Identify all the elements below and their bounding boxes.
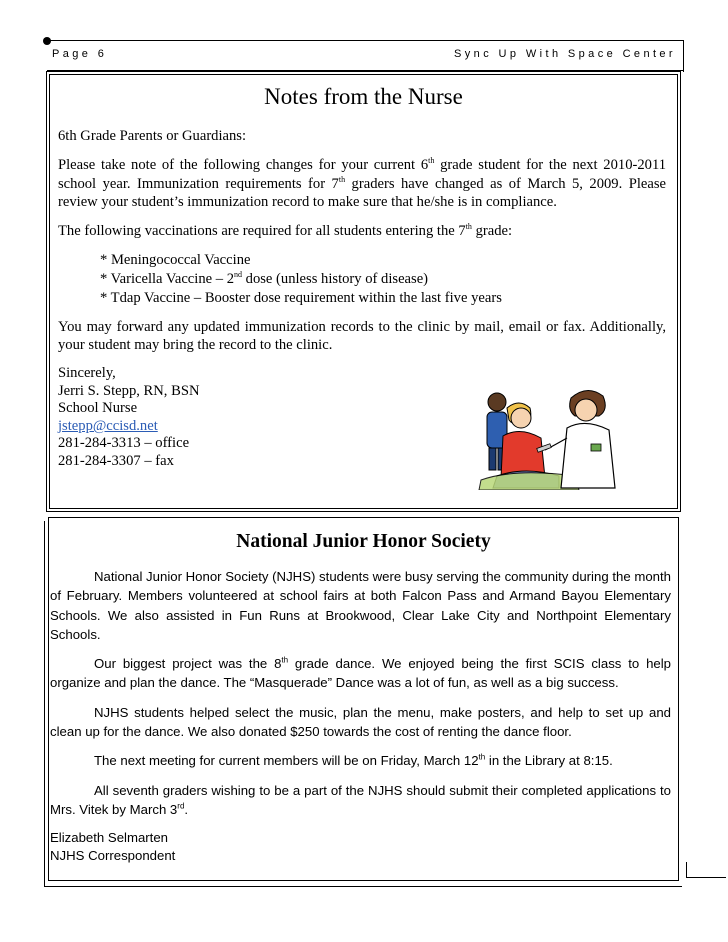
- varicella-text-b: dose (unless history of disease): [242, 271, 429, 288]
- njhs-p1-text: National Junior Honor Society (NJHS) students were busy serving the community during the month of February. Members volunteered at school fairs at both Falcon Pass and Armand Bayou Elementary Schools. We also assisted in Fun Runs at Brookwood, Clear Lake City and Northpoint Elementary Schools.: [50, 569, 671, 642]
- njhs-paragraph-4: [50, 751, 671, 770]
- signer-role: School Nurse: [58, 400, 138, 417]
- fax-number: 281-284-3307 – fax: [58, 452, 174, 469]
- nurse-p1-sup-2: th: [338, 174, 346, 184]
- nurse-paragraph-1: [58, 156, 666, 212]
- njhs-signature: [50, 829, 671, 864]
- nurse-p2-text-a: The following vaccinations are required for all students entering the 7: [58, 223, 466, 240]
- njhs-p5-text-b: .: [184, 801, 189, 817]
- nurse-p1-text-c: graders have changed as of March 5, 2009. Please review your student’s immunization record to make sure that he/she is in compliance.: [58, 175, 666, 211]
- njhs-p2-text-b: grade dance. We enjoyed being the first SCIS class to help organize and plan the dance. The “Masquerade” Dance was a lot of fun, as well as a big success.: [50, 656, 671, 691]
- nurse-email-link[interactable]: jstepp@ccisd.net: [58, 417, 158, 434]
- vaccine-item-meningococcal: * Meningococcal Vaccine: [100, 252, 251, 269]
- njhs-p2-text-a: Our biggest project was the 8: [94, 656, 282, 672]
- njhs-p2-sup: th: [281, 655, 289, 665]
- nurse-paragraph-2: [58, 222, 666, 241]
- njhs-author-name: Elizabeth Selmarten: [50, 830, 169, 846]
- njhs-paragraph-1: [50, 567, 671, 644]
- vaccine-item-tdap: * Tdap Vaccine – Booster dose requirement within the last five years: [100, 289, 502, 306]
- office-phone: 281-284-3313 – office: [58, 435, 190, 452]
- njhs-section-body: [50, 567, 671, 864]
- njhs-author-role: NJHS Correspondent: [50, 847, 176, 863]
- nurse-greeting: 6th Grade Parents or Guardians:: [58, 128, 247, 144]
- nurse-vaccinating-student-clipart: [475, 380, 675, 490]
- header-top-rule: [47, 40, 684, 41]
- njhs-p5-sup: rd: [177, 801, 185, 811]
- nurse-p2-sup: th: [465, 222, 472, 232]
- varicella-sup: nd: [234, 270, 242, 280]
- njhs-paragraph-2: [50, 654, 671, 693]
- nurse-paragraph-3: You may forward any updated immunization records to the clinic by mail, email or fax. Additionally, your student may bring the record to the clinic.: [58, 318, 666, 354]
- newsletter-name: Sync Up With Space Center: [454, 48, 676, 60]
- njhs-p4-text-b: in the Library at 8:15.: [485, 753, 613, 769]
- page-number: Page 6: [52, 48, 108, 60]
- nurse-section-title: Notes from the Nurse: [264, 84, 463, 109]
- signer-name: Jerri S. Stepp, RN, BSN: [58, 382, 200, 399]
- njhs-p4-sup: th: [478, 752, 486, 762]
- nurse-p1-sup-1: th: [428, 156, 435, 166]
- njhs-p4-text-a: The next meeting for current members will be on Friday, March 12: [94, 753, 479, 769]
- nurse-p1-text-a: Please take note of the following changes for your current 6: [58, 157, 429, 174]
- njhs-paragraph-3: [50, 703, 671, 742]
- njhs-section-title: National Junior Honor Society: [236, 531, 491, 552]
- nurse-p2-text-b: grade:: [471, 223, 513, 240]
- njhs-p3-text: NJHS students helped select the music, plan the menu, make posters, and help to set up and clean up for the dance. We also donated $250 towards the cost of renting the dance floor.: [50, 704, 671, 740]
- vaccine-list: [58, 251, 666, 307]
- page-corner-vertical-rule: [686, 862, 687, 878]
- njhs-paragraph-5: [50, 781, 671, 820]
- vaccine-item-varicella: [100, 270, 666, 289]
- header-bottom-rule: [47, 70, 684, 71]
- header-bullet-dot: [43, 37, 51, 45]
- header-right-rule: [683, 40, 684, 72]
- varicella-text-a: * Varicella Vaccine – 2: [100, 271, 234, 288]
- page-corner-rule: [686, 877, 726, 878]
- nurse-p1-text-b: grade student for the next 2010-2011 school year. Immunization requirements for 7: [58, 157, 667, 192]
- closing: Sincerely,: [58, 365, 116, 382]
- njhs-p5-text-a: All seventh graders wishing to be a part of the NJHS should submit their completed applications to Mrs. Vitek by March 3: [50, 782, 671, 817]
